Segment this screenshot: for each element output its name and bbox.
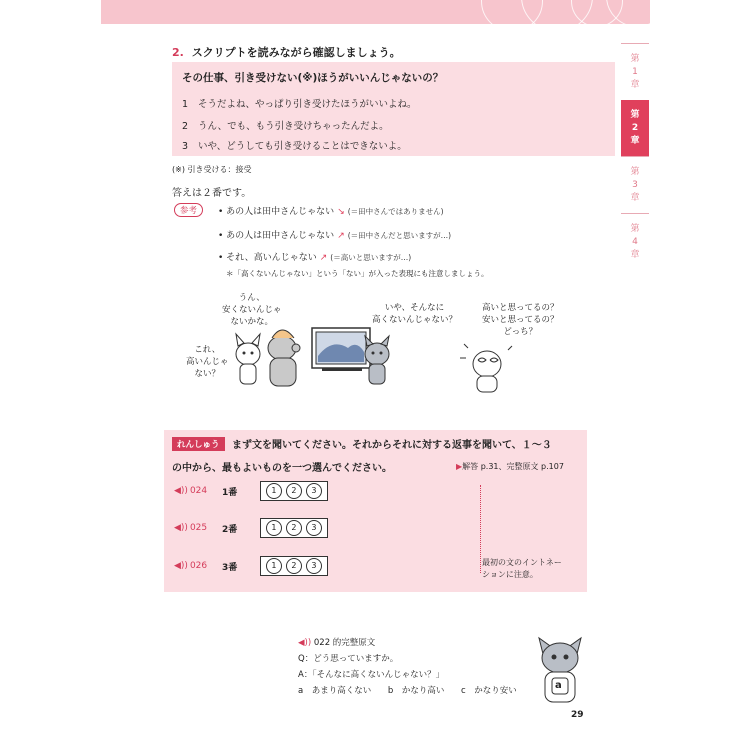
practice-instruction-1: まず文を聞いてください。それからそれに対する返事を聞いて、１～３ xyxy=(232,440,552,451)
script-choice-b: b かなり高い xyxy=(387,686,445,696)
dialogue-line-2: 2 うん、でも、もう引き受けちゃったんだよ。 xyxy=(182,121,389,132)
reference-item-2: • あの人は田中さんじゃない ↗ (＝田中さんだと思いますが…) xyxy=(218,231,452,241)
practice-box xyxy=(164,430,587,592)
script-choices xyxy=(298,683,531,699)
choice-group-2 xyxy=(260,518,328,538)
script-choice-c: c かなり安い xyxy=(461,686,517,696)
answer-reference: ▶解答 p.31、完整原文 p.107 xyxy=(456,462,564,471)
answer-text: 答えは２番です。 xyxy=(172,188,252,199)
choice-group-1 xyxy=(260,481,328,501)
audio-speaker-icon[interactable]: ◀)) xyxy=(174,523,188,533)
audio-speaker-icon[interactable]: ◀)) xyxy=(298,638,312,648)
reference-badge: 参考 xyxy=(174,203,203,217)
speech-bubble-left: これ、 高いんじゃ ない？ xyxy=(186,345,229,379)
choice-2[interactable]: 2 xyxy=(286,558,302,574)
chapter-tab-2[interactable]: 第 2 章 xyxy=(621,100,649,156)
rising-intonation-icon: ↗ xyxy=(319,253,328,263)
speech-bubble-middle: いや、そんなに 高くないんじゃない？ xyxy=(372,303,458,325)
section-title: スクリプトを読みながら確認しましょう。 xyxy=(191,46,401,59)
chapter-tab-1[interactable]: 第 1 章 xyxy=(621,43,649,100)
dialogue-box xyxy=(172,62,615,156)
mascot-cat-illustration xyxy=(535,636,585,708)
script-choice-a: a あまり高くない xyxy=(298,686,372,696)
section-heading xyxy=(172,44,401,60)
practice-badge: れんしゅう xyxy=(172,437,225,451)
triangle-icon: ▶ xyxy=(456,462,463,471)
choice-3[interactable]: 3 xyxy=(306,558,322,574)
audio-speaker-icon[interactable]: ◀)) xyxy=(174,486,188,496)
mascot-answer-letter: a xyxy=(555,680,562,691)
practice-item-3: ◀)) 026 3番 1 2 3 xyxy=(174,557,328,575)
chapter-tab-3[interactable]: 第 3 章 xyxy=(621,156,649,213)
choice-3[interactable]: 3 xyxy=(306,520,322,536)
choice-2[interactable]: 2 xyxy=(286,520,302,536)
intonation-tip: 最初の文のイントネー ションに注意。 xyxy=(482,558,562,579)
speech-bubble-right: 高いと思ってるの？ 安いと思ってるの？ どっち？ xyxy=(482,303,559,337)
dialogue-line-1: 1 そうだよね、やっぱり引き受けたほうがいいよね。 xyxy=(182,99,417,110)
rising-intonation-icon: ↗ xyxy=(337,231,345,241)
dialogue-line-3: 3 いや、どうしても引き受けることはできないよ。 xyxy=(182,141,407,152)
header-decoration-bar xyxy=(101,0,650,24)
script-box xyxy=(298,635,531,699)
practice-item-2: ◀)) 025 2番 1 2 3 xyxy=(174,519,328,537)
choice-group-3 xyxy=(260,556,328,576)
choice-3[interactable]: 3 xyxy=(306,483,322,499)
chapter-tab-4[interactable]: 第 4 章 xyxy=(621,213,649,270)
page-number: 29 xyxy=(571,710,584,720)
practice-instruction-2: の中から、最もよいものを一つ選んでください。 xyxy=(172,463,392,474)
section-number: 2. xyxy=(172,46,184,59)
practice-item-1: ◀)) 024 1番 1 2 3 xyxy=(174,482,328,500)
script-question: Q：どう思っていますか。 xyxy=(298,654,399,664)
choice-1[interactable]: 1 xyxy=(266,520,282,536)
choice-2[interactable]: 2 xyxy=(286,483,302,499)
footnote: (※) 引き受ける：接受 xyxy=(172,165,252,174)
script-header: ◀)) 022 的完整原文 xyxy=(298,638,376,648)
script-answer: A：「そんなに高くないんじゃない？」 xyxy=(298,670,445,680)
falling-intonation-icon: ↘ xyxy=(337,207,345,217)
choice-1[interactable]: 1 xyxy=(266,558,282,574)
cartoon-illustration xyxy=(172,286,615,416)
choice-1[interactable]: 1 xyxy=(266,483,282,499)
reference-item-3: • それ、高いんじゃない ↗ (＝高いと思いますが…) xyxy=(218,253,412,263)
dialogue-question: その仕事、引き受けない(※)ほうがいいんじゃないの？ xyxy=(182,72,444,84)
audio-speaker-icon[interactable]: ◀)) xyxy=(174,561,188,571)
speech-bubble-top: うん、 安くないんじゃ ないかな。 xyxy=(222,293,282,327)
reference-item-1: • あの人は田中さんじゃない ↘ (＝田中さんではありません) xyxy=(218,207,444,217)
chapter-tabs xyxy=(621,43,649,270)
reference-extra-note: ＊「高くないんじゃない」という「ない」が入った表現にも注意しましょう。 xyxy=(226,269,489,278)
